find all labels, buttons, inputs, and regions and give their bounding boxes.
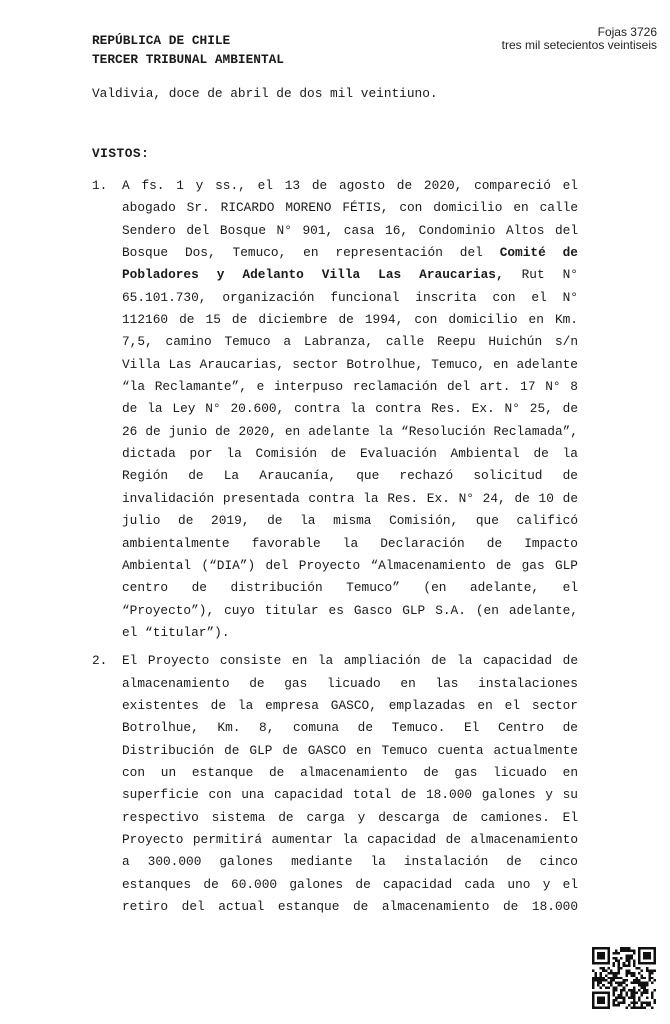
tribunal-line: TERCER TRIBUNAL AMBIENTAL bbox=[92, 52, 284, 67]
republic-line: REPÚBLICA DE CHILE bbox=[92, 33, 231, 48]
fojas-stamp bbox=[502, 26, 657, 52]
text-line: 26 de junio de 2020, en adelante la “Resolución Reclamada”, bbox=[122, 423, 578, 439]
court-header bbox=[92, 31, 284, 69]
text-line: Botrolhue, Km. 8, comuna de Temuco. El Centro de bbox=[122, 720, 578, 736]
text-line: invalidación presentada contra la Res. Ex. N° 24, de 10 de bbox=[122, 490, 578, 506]
list-item-number: 1. bbox=[92, 178, 108, 193]
text-line: Región de La Araucanía, que rechazó solicitud de bbox=[122, 468, 578, 484]
text-line: el “titular”). bbox=[122, 624, 230, 640]
text-line: julio de 2019, de la misma Comisión, que calificó bbox=[122, 513, 578, 529]
text-line: existentes de la empresa GASCO, emplazadas en el sector bbox=[122, 697, 578, 713]
text-line bbox=[122, 242, 578, 264]
text-line: con un estanque de almacenamiento de gas licuado en bbox=[122, 764, 578, 780]
text-line: superficie con una capacidad total de 18.000 galones y su bbox=[122, 787, 578, 803]
text-line: dictada por la Comisión de Evaluación Ambiental de la bbox=[122, 446, 578, 462]
fojas-number: Fojas 3726 bbox=[597, 25, 657, 39]
text-segment: Bosque Dos, Temuco, en representación del bbox=[122, 245, 500, 261]
text-line: Proyecto permitirá aumentar la capacidad de almacenamiento bbox=[122, 831, 578, 847]
text-line: abogado Sr. RICARDO MORENO FÉTIS, con domicilio en calle bbox=[122, 200, 578, 216]
text-line: Ambiental (“DIA”) del Proyecto “Almacenamiento de gas GLP bbox=[122, 557, 578, 573]
text-line: almacenamiento de gas licuado en las instalaciones bbox=[122, 675, 578, 691]
paragraph-lines bbox=[122, 650, 578, 918]
text-line: 7,5, camino Temuco a Labranza, calle Reepu Huichún s/n bbox=[122, 334, 578, 350]
text-line: A fs. 1 y ss., el 13 de agosto de 2020, compareció el bbox=[122, 178, 578, 193]
text-line: Villa Las Araucarias, sector Botrolhue, Temuco, en adelante bbox=[122, 356, 578, 372]
text-line: centro de distribución Temuco” (en adelante, el bbox=[122, 580, 578, 596]
text-line: respectivo sistema de carga y descarga de camiones. El bbox=[122, 809, 578, 825]
place-date-line: Valdivia, doce de abril de dos mil veintiuno. bbox=[92, 86, 438, 101]
text-line: de la Ley N° 20.600, contra la contra Res. Ex. N° 25, de bbox=[122, 401, 578, 417]
text-line: El Proyecto consiste en la ampliación de la capacidad de bbox=[122, 653, 578, 669]
list-item-number: 2. bbox=[92, 653, 108, 669]
text-line: ambientalmente favorable la Declaración de Impacto bbox=[122, 535, 578, 551]
text-line: “la Reclamante”, e interpuso reclamación del art. 17 N° 8 bbox=[122, 379, 578, 395]
text-segment: Rut N° bbox=[503, 267, 578, 283]
text-line: a 300.000 galones mediante la instalación de cinco bbox=[122, 854, 578, 870]
text-line: Sendero del Bosque N° 901, casa 16, Condominio Altos del bbox=[122, 222, 578, 238]
text-line: Distribución de GLP de GASCO en Temuco cuenta actualmente bbox=[122, 742, 578, 758]
qr-code bbox=[592, 947, 656, 1009]
text-line: 65.101.730, organización funcional inscrita con el N° bbox=[122, 289, 578, 305]
bold-text-segment: Comité de bbox=[499, 245, 578, 261]
text-line bbox=[122, 264, 578, 286]
text-line: “Proyecto”), cuyo titular es Gasco GLP S.A. (en adelante, bbox=[122, 602, 578, 618]
fojas-words: tres mil setecientos veintiseis bbox=[501, 38, 657, 52]
vistos-heading: VISTOS: bbox=[92, 146, 150, 161]
numbered-paragraph-list bbox=[92, 175, 578, 924]
bold-text-segment: Pobladores y Adelanto Villa Las Araucarias, bbox=[122, 267, 504, 283]
list-item bbox=[92, 175, 578, 644]
list-item bbox=[92, 650, 578, 918]
paragraph-lines bbox=[122, 175, 578, 644]
text-line: retiro del actual estanque de almacenamiento de 18.000 bbox=[122, 899, 578, 914]
text-line: estanques de 60.000 galones de capacidad cada uno y el bbox=[122, 876, 578, 892]
text-line: 112160 de 15 de diciembre de 1994, con domicilio en Km. bbox=[122, 312, 578, 328]
